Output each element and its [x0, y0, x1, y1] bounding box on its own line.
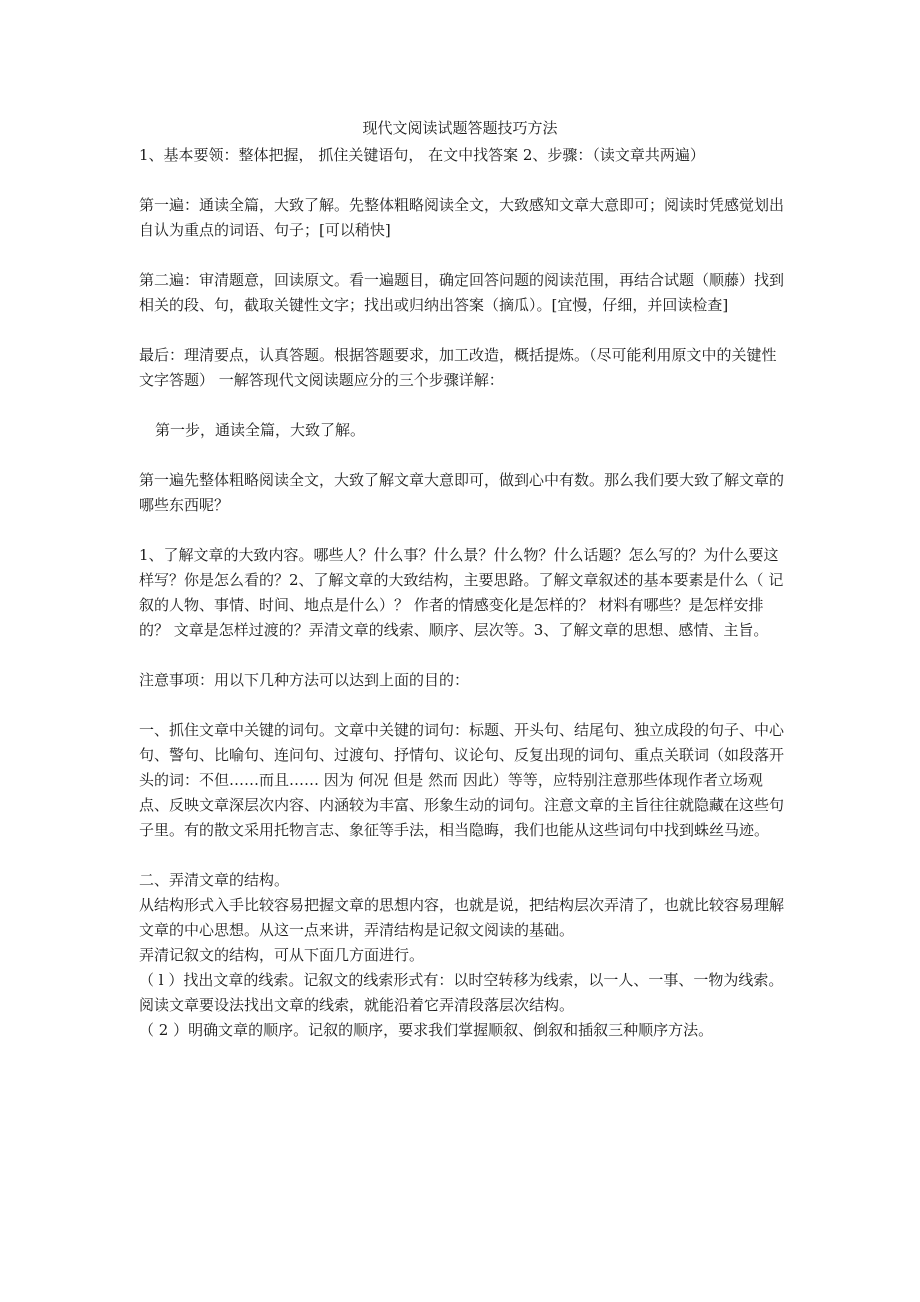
paragraph-second-reading: 第二遍：审清题意，回读原文。看一遍题目，确定回答问题的阅读范围，再结合试题（顺藤）找到相关的段、句，截取关键性文字；找出或归纳出答案（摘瓜）。[宜慢，仔细，并回读检查]: [139, 271, 785, 314]
paragraph-understand-content: 1、了解文章的大致内容。哪些人？什么事？什么景？什么物？什么话题？怎么写的？为什么要这样写？你是怎么看的？2、了解文章的大致结构，主要思路。了解文章叙述的基本要素是什么（ 记叙的人物、事情、时间、地点是什么）？ 作者的情感变化是怎样的？ 材料有哪些？是怎样安排的？ 文章是怎样过渡的？弄清文章的线索、顺序、层次等。3、了解文章的思想、感情、主旨。: [139, 546, 784, 639]
paragraph-gap: [139, 643, 789, 668]
paragraph-step-one: 第一步，通读全篇，大致了解。: [155, 421, 366, 439]
document-title: 现代文阅读试题答题技巧方法: [362, 119, 558, 137]
paragraph-key-sentences: 一、抓住文章中关键的词句。文章中关键的词句：标题、开头句、结尾句、独立成段的句子、中心句、警句、比喻句、连问句、过渡句、抒情句、议论句、反复出现的词句、重点关联词（如段落开头的词：不但……而且…… 因为 何况 但是 然而 因此）等等，应特别注意那些体现作者立场观点、反映文章深层次内容、内涵较为丰富、形象生动的词句。注意文章的主旨往往就隐藏在这些句子里。有的散文采用托物言志、象征等手法，相当隐晦，我们也能从这些词句中找到蛛丝马迹。: [139, 721, 785, 839]
paragraph-notes: 注意事项：用以下几种方法可以达到上面的目的：: [139, 671, 470, 689]
paragraph-gap: [139, 168, 789, 193]
document-body: [139, 143, 789, 1043]
paragraph-final-step: 最后：理清要点，认真答题。根据答题要求，加工改造，概括提炼。（尽可能利用原文中的关键性文字答题） 一解答现代文阅读题应分的三个步骤详解：: [139, 346, 777, 389]
paragraph-gap: [139, 693, 789, 718]
paragraph-gap: [139, 318, 789, 343]
paragraph-first-reading: 第一遍：通读全篇，大致了解。先整体粗略阅读全文，大致感知文章大意即可；阅读时凭感觉划出自认为重点的词语、句子；[可以稍快]: [139, 196, 785, 239]
paragraph-clue: （ l ）找出文章的线索。记叙文的线索形式有：以时空转移为线索，以一人、一事、一物为线索。: [139, 971, 784, 989]
paragraph-gap: [139, 843, 789, 868]
paragraph-gap: [139, 518, 789, 543]
paragraph-structure-approach: 弄清记叙文的结构，可从下面几方面进行。: [139, 946, 425, 964]
paragraph-gap: [139, 443, 789, 468]
paragraph-gap: [139, 243, 789, 268]
paragraph-gap: [139, 393, 789, 418]
paragraph-basics: 1、基本要领：整体把握， 抓住关键语句， 在文中找答案 2、步骤：（读文章共两遍）: [139, 146, 705, 164]
paragraph-order: （ 2 ）明确文章的顺序。记叙的顺序，要求我们掌握顺叙、倒叙和插叙三种顺序方法。: [139, 1021, 714, 1039]
paragraph-structure-heading: 二、弄清文章的结构。: [139, 871, 290, 889]
paragraph-clue-tip: 阅读文章要设法找出文章的线索，就能沿着它弄清段落层次结构。: [139, 996, 575, 1014]
paragraph-structure-intro: 从结构形式入手比较容易把握文章的思想内容，也就是说，把结构层次弄清了，也就比较容易理解文章的中心思想。从这一点来讲，弄清结构是记叙文阅读的基础。: [139, 896, 785, 939]
paragraph-overview: 第一遍先整体粗略阅读全文，大致了解文章大意即可，做到心中有数。那么我们要大致了解文章的哪些东西呢？: [139, 471, 785, 514]
